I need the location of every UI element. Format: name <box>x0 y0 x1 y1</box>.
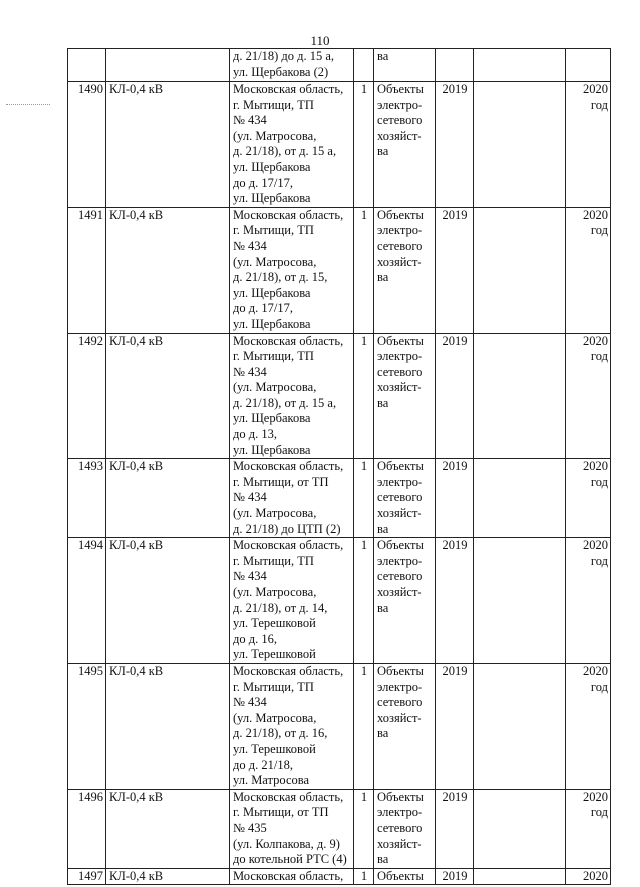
cell-name <box>106 49 230 82</box>
cell-purpose: Объекты электро- сетевого хозяйст- ва <box>374 333 436 459</box>
cell-year: 2019 <box>436 663 474 789</box>
registry-table <box>67 48 611 885</box>
table-row <box>68 82 611 208</box>
table-row <box>68 459 611 538</box>
cell-purpose: Объекты электро- сетевого хозяйст- ва <box>374 789 436 868</box>
cell-number: 1492 <box>68 333 106 459</box>
cell-empty <box>474 49 566 82</box>
cell-quantity: 1 <box>354 333 374 459</box>
cell-year: 2019 <box>436 538 474 664</box>
cell-number: 1494 <box>68 538 106 664</box>
cell-number: 1497 <box>68 868 106 885</box>
cell-name: КЛ-0,4 кВ <box>106 333 230 459</box>
cell-address: Московская область, г. Мытищи, ТП № 434 (ул. Матросова, д. 21/18), от д. 15, ул. Щербакова до д. 17/17, ул. Щербакова <box>230 207 354 333</box>
cell-empty <box>474 82 566 208</box>
cell-address: Московская область, г. Мытищи, ТП № 434 (ул. Матросова, д. 21/18), от д. 15 а, ул. Щербакова до д. 13, ул. Щербакова <box>230 333 354 459</box>
cell-number <box>68 49 106 82</box>
cell-address: Московская область, г. Мытищи, ТП № 434 (ул. Матросова, д. 21/18), от д. 14, ул. Терешковой до д. 16, ул. Терешковой <box>230 538 354 664</box>
cell-empty <box>474 868 566 885</box>
cell-empty <box>474 538 566 664</box>
cell-quantity: 1 <box>354 82 374 208</box>
cell-end-year: 2020 <box>566 868 611 885</box>
cell-address: д. 21/18) до д. 15 а, ул. Щербакова (2) <box>230 49 354 82</box>
cell-quantity <box>354 49 374 82</box>
cell-end-year: 2020 год <box>566 459 611 538</box>
cell-name: КЛ-0,4 кВ <box>106 868 230 885</box>
cell-empty <box>474 333 566 459</box>
cell-quantity: 1 <box>354 538 374 664</box>
cell-purpose: Объекты электро- сетевого хозяйст- ва <box>374 538 436 664</box>
cell-empty <box>474 459 566 538</box>
cell-year <box>436 49 474 82</box>
cell-purpose: ва <box>374 49 436 82</box>
cell-year: 2019 <box>436 82 474 208</box>
cell-end-year: 2020 год <box>566 789 611 868</box>
cell-purpose: Объекты электро- сетевого хозяйст- ва <box>374 82 436 208</box>
cell-name: КЛ-0,4 кВ <box>106 459 230 538</box>
table-row <box>68 207 611 333</box>
cell-quantity: 1 <box>354 663 374 789</box>
cell-name: КЛ-0,4 кВ <box>106 538 230 664</box>
cell-purpose: Объекты <box>374 868 436 885</box>
cell-address: Московская область, г. Мытищи, от ТП № 435 (ул. Колпакова, д. 9) до котельной РТС (4) <box>230 789 354 868</box>
cell-purpose: Объекты электро- сетевого хозяйст- ва <box>374 207 436 333</box>
cell-year: 2019 <box>436 207 474 333</box>
cell-end-year: 2020 год <box>566 663 611 789</box>
table-row-continuation <box>68 49 611 82</box>
cell-address: Московская область, г. Мытищи, ТП № 434 (ул. Матросова, д. 21/18), от д. 15 а, ул. Щербакова до д. 17/17, ул. Щербакова <box>230 82 354 208</box>
cell-name: КЛ-0,4 кВ <box>106 82 230 208</box>
cell-quantity: 1 <box>354 207 374 333</box>
cell-number: 1491 <box>68 207 106 333</box>
cell-quantity: 1 <box>354 868 374 885</box>
cell-number: 1495 <box>68 663 106 789</box>
cell-quantity: 1 <box>354 459 374 538</box>
cell-end-year <box>566 49 611 82</box>
cell-empty <box>474 207 566 333</box>
cell-address: Московская область, <box>230 868 354 885</box>
cell-number: 1493 <box>68 459 106 538</box>
cell-purpose: Объекты электро- сетевого хозяйст- ва <box>374 459 436 538</box>
table-row <box>68 868 611 885</box>
table-row <box>68 789 611 868</box>
cell-name: КЛ-0,4 кВ <box>106 663 230 789</box>
cell-empty <box>474 663 566 789</box>
cell-number: 1490 <box>68 82 106 208</box>
cell-address: Московская область, г. Мытищи, ТП № 434 (ул. Матросова, д. 21/18), от д. 16, ул. Терешковой до д. 21/18, ул. Матросова <box>230 663 354 789</box>
table-row <box>68 333 611 459</box>
cell-end-year: 2020 год <box>566 538 611 664</box>
table-row <box>68 663 611 789</box>
table-body <box>68 49 611 885</box>
cell-end-year: 2020 год <box>566 82 611 208</box>
cell-empty <box>474 789 566 868</box>
page-number: 110 <box>310 33 330 48</box>
scan-artifact <box>6 104 50 106</box>
cell-name: КЛ-0,4 кВ <box>106 207 230 333</box>
cell-end-year: 2020 год <box>566 207 611 333</box>
cell-name: КЛ-0,4 кВ <box>106 789 230 868</box>
cell-year: 2019 <box>436 459 474 538</box>
cell-year: 2019 <box>436 789 474 868</box>
cell-number: 1496 <box>68 789 106 868</box>
table-row <box>68 538 611 664</box>
cell-address: Московская область, г. Мытищи, от ТП № 434 (ул. Матросова, д. 21/18) до ЦТП (2) <box>230 459 354 538</box>
cell-year: 2019 <box>436 333 474 459</box>
cell-year: 2019 <box>436 868 474 885</box>
cell-end-year: 2020 год <box>566 333 611 459</box>
cell-quantity: 1 <box>354 789 374 868</box>
cell-purpose: Объекты электро- сетевого хозяйст- ва <box>374 663 436 789</box>
